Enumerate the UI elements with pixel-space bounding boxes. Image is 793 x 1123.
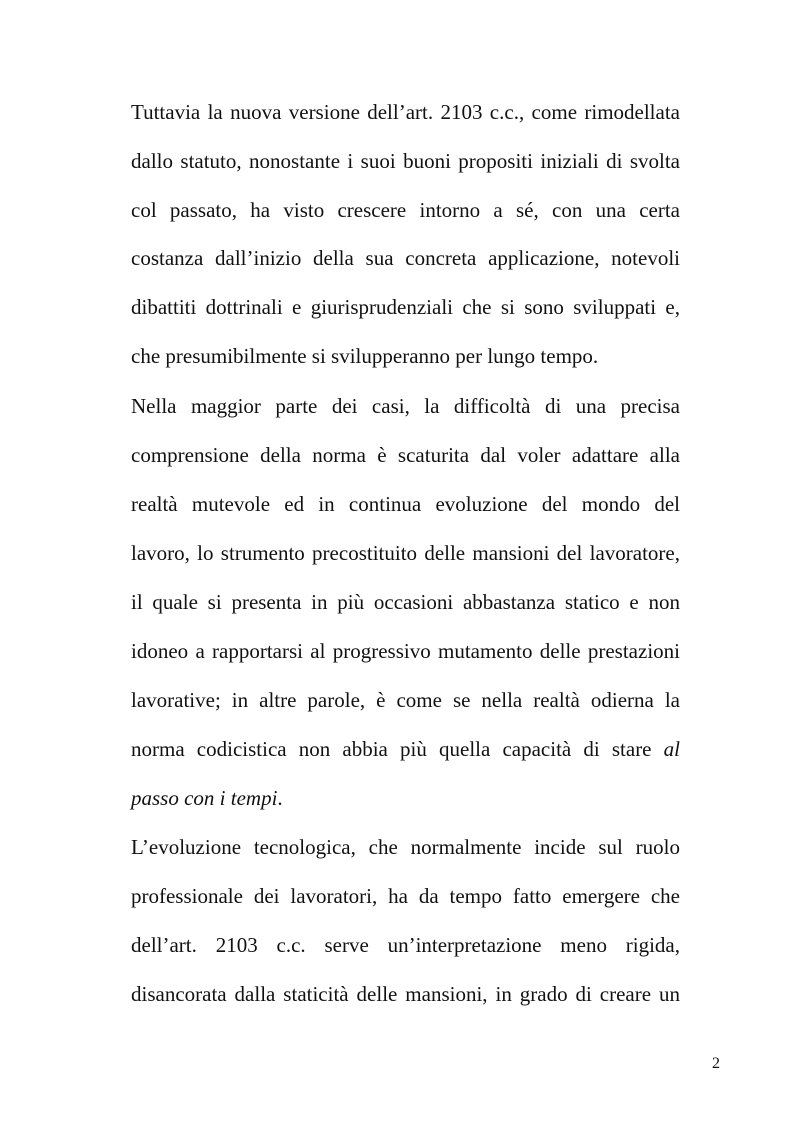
text-line: realtà mutevole ed in continua evoluzione del mondo del — [131, 492, 680, 516]
text-line: col passato, ha visto crescere intorno a sé, con una certa — [131, 198, 680, 222]
text-line: professionale dei lavoratori, ha da tempo fatto emergere che — [131, 884, 680, 908]
text-line: il quale si presenta in più occasioni abbastanza statico e non — [131, 590, 680, 614]
text-line: comprensione della norma è scaturita dal voler adattare alla — [131, 443, 680, 467]
text-line: lavorative; in altre parole, è come se nella realtà odierna la — [131, 688, 680, 712]
text-line: Nella maggior parte dei casi, la difficoltà di una precisa — [131, 394, 680, 418]
text-line-segment: norma codicistica non abbia più quella capacità di stare — [131, 737, 652, 761]
text-line: dibattiti dottrinali e giurisprudenziali che si sono sviluppati e, — [131, 295, 680, 319]
text-line — [131, 786, 680, 810]
text-line-segment: . — [277, 786, 283, 810]
text-line — [131, 737, 680, 761]
page-number: 2 — [712, 1055, 720, 1072]
text-line: costanza dall’inizio della sua concreta applicazione, notevoli — [131, 246, 680, 270]
text-line: idoneo a rapportarsi al progressivo mutamento delle prestazioni — [131, 639, 680, 663]
text-line: dallo statuto, nonostante i suoi buoni propositi iniziali di svolta — [131, 149, 680, 173]
italic-text: al — [663, 737, 681, 761]
text-line: che presumibilmente si svilupperanno per lungo tempo. — [131, 344, 599, 368]
text-line: L’evoluzione tecnologica, che normalmente incide sul ruolo — [131, 835, 680, 859]
italic-text: passo con i tempi — [131, 786, 278, 810]
text-line: lavoro, lo strumento precostituito delle mansioni del lavoratore, — [131, 541, 680, 565]
text-line: dell’art. 2103 c.c. serve un’interpretazione meno rigida, — [131, 933, 680, 957]
text-line: Tuttavia la nuova versione dell’art. 2103 c.c., come rimodellata — [131, 100, 680, 124]
text-line: disancorata dalla staticità delle mansioni, in grado di creare un — [131, 982, 680, 1006]
